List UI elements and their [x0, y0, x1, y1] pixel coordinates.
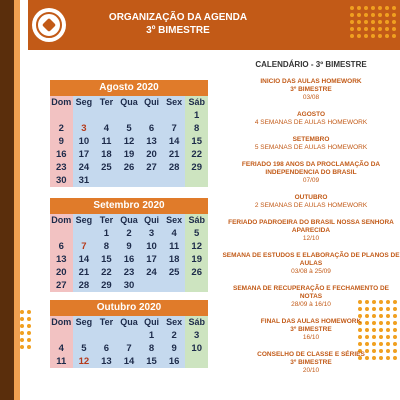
weekday-header: Qui	[140, 96, 163, 109]
decorative-dot	[27, 331, 31, 335]
event-item	[222, 285, 400, 309]
calendar-day: 24	[73, 161, 96, 174]
calendar-day: 5	[73, 342, 96, 355]
calendar-day: 4	[95, 122, 118, 135]
calendar-september	[50, 198, 208, 292]
calendar-day: 6	[140, 122, 163, 135]
decorative-dot	[350, 6, 354, 10]
calendar-day: 7	[73, 240, 96, 253]
decorative-dot	[20, 331, 24, 335]
calendar-day: 1	[95, 227, 118, 240]
calendar-day: 19	[185, 253, 208, 266]
calendar-day: 10	[185, 342, 208, 355]
calendar-day: 17	[73, 148, 96, 161]
decorative-dot	[20, 317, 24, 321]
calendar-day: 16	[50, 148, 73, 161]
decorative-dot	[20, 345, 24, 349]
decorative-dot	[385, 6, 389, 10]
page-title-line2: 3º BIMESTRE	[146, 25, 210, 36]
event-date: 07/09	[302, 177, 320, 184]
event-subtitle: 3º BIMESTRE	[290, 86, 332, 93]
left-sidebar-bar	[0, 0, 14, 400]
decorative-dot	[371, 6, 375, 10]
calendar-day: 24	[140, 266, 163, 279]
calendar-month-title: Agosto 2020	[50, 80, 208, 96]
decorative-dot	[20, 310, 24, 314]
decorative-dot	[385, 20, 389, 24]
calendar-day	[73, 109, 96, 122]
calendar-day: 16	[163, 355, 186, 368]
calendar-day: 11	[163, 240, 186, 253]
event-date: 20/10	[302, 367, 320, 374]
decorative-dot	[350, 34, 354, 38]
calendar-day: 9	[50, 135, 73, 148]
calendar-day: 14	[73, 253, 96, 266]
calendar-day: 23	[118, 266, 141, 279]
calendar-day	[118, 174, 141, 187]
event-item	[222, 318, 400, 342]
decorative-dot	[20, 324, 24, 328]
calendar-day: 10	[140, 240, 163, 253]
calendar-day	[95, 109, 118, 122]
weekday-header: Dom	[51, 97, 72, 107]
weekday-header: Seg	[73, 316, 96, 329]
event-date: 5 SEMANAS DE AULAS HOMEWORK	[254, 144, 368, 151]
calendar-day: 18	[95, 148, 118, 161]
calendar-day: 5	[118, 122, 141, 135]
decorative-dot	[378, 6, 382, 10]
calendar-day: 21	[163, 148, 186, 161]
decorative-dots-top	[350, 6, 399, 41]
weekday-header: Sáb	[185, 96, 208, 109]
calendar-month-title: Outubro 2020	[50, 300, 208, 316]
calendar-day: 2	[118, 227, 141, 240]
decorative-dot	[378, 27, 382, 31]
calendar-day: 27	[140, 161, 163, 174]
event-title: FERIADO PADROEIRA DO BRASIL NOSSA SENHORA APARECIDA	[228, 219, 394, 234]
decorative-dot	[357, 13, 361, 17]
decorative-dot	[357, 34, 361, 38]
calendar-day: 4	[50, 342, 73, 355]
calendar-day: 12	[185, 240, 208, 253]
event-title: SEMANA DE ESTUDOS E ELABORAÇÃO DE PLANOS DE AULAS	[222, 252, 400, 267]
calendar-day: 28	[73, 279, 96, 292]
calendar-day: 2	[163, 329, 186, 342]
calendar-day	[118, 329, 141, 342]
calendar-grid	[50, 214, 208, 292]
decorative-dot	[27, 345, 31, 349]
event-subtitle: 3º BIMESTRE	[290, 359, 332, 366]
calendar-day: 21	[73, 266, 96, 279]
calendar-day: 11	[50, 355, 73, 368]
calendar-day	[140, 279, 163, 292]
calendar-day: 1	[185, 109, 208, 122]
decorative-dot	[378, 13, 382, 17]
calendar-day: 16	[118, 253, 141, 266]
calendar-day: 31	[73, 174, 96, 187]
weekday-header: Seg	[73, 214, 96, 227]
weekday-header: Ter	[95, 214, 118, 227]
calendar-day: 1	[140, 329, 163, 342]
decorative-dot	[364, 13, 368, 17]
event-date: 03/08	[302, 94, 320, 101]
page-title-line1: ORGANIZAÇÃO DA AGENDA	[108, 12, 248, 23]
calendar-day: 8	[140, 342, 163, 355]
calendar-day: 2	[50, 122, 73, 135]
calendar-grid	[50, 316, 208, 368]
event-title: SETEMBRO	[292, 136, 330, 143]
calendar-day: 26	[118, 161, 141, 174]
calendar-day: 4	[163, 227, 186, 240]
calendar-day: 8	[95, 240, 118, 253]
calendar-day: 6	[50, 240, 73, 253]
decorative-dot	[378, 20, 382, 24]
decorative-dot	[364, 6, 368, 10]
calendar-august	[50, 80, 208, 187]
calendar-day	[50, 329, 73, 342]
calendar-day: 25	[163, 266, 186, 279]
event-date: 28/09 à 16/10	[291, 301, 331, 308]
event-item	[222, 78, 400, 102]
calendar-day	[185, 174, 208, 187]
event-title: INICIO DAS AULAS HOMEWORK	[260, 78, 362, 85]
calendar-day: 30	[118, 279, 141, 292]
calendar-day: 13	[50, 253, 73, 266]
calendar-day: 3	[140, 227, 163, 240]
page-title	[28, 11, 328, 37]
weekday-header: Qua	[118, 214, 141, 227]
event-item	[222, 194, 400, 210]
calendar-grid	[50, 96, 208, 187]
calendar-day: 19	[118, 148, 141, 161]
decorative-dot	[371, 27, 375, 31]
calendar-day: 20	[140, 148, 163, 161]
event-item	[222, 136, 400, 152]
weekday-header: Dom	[51, 317, 72, 327]
weekday-header: Qui	[140, 214, 163, 227]
calendar-day	[163, 174, 186, 187]
event-title: SEMANA DE RECUPERAÇÃO E FECHAMENTO DE NOTAS	[232, 285, 389, 300]
calendar-day: 14	[118, 355, 141, 368]
calendar-day	[163, 109, 186, 122]
decorative-dot	[364, 20, 368, 24]
weekday-header: Ter	[95, 316, 118, 329]
decorative-dot	[378, 34, 382, 38]
decorative-dot	[357, 6, 361, 10]
decorative-dot	[350, 20, 354, 24]
weekday-header: Sex	[163, 214, 186, 227]
event-title: AGOSTO	[296, 111, 326, 118]
calendar-day	[185, 355, 208, 368]
header-bar	[28, 0, 400, 50]
decorative-dot	[364, 27, 368, 31]
calendar-day	[163, 279, 186, 292]
weekday-header: Sex	[163, 96, 186, 109]
weekday-header: Dom	[51, 215, 72, 225]
event-item	[222, 252, 400, 276]
calendar-day: 29	[185, 161, 208, 174]
decorative-dot	[350, 13, 354, 17]
decorative-dot	[364, 34, 368, 38]
calendar-day	[118, 109, 141, 122]
decorative-dot	[392, 27, 396, 31]
event-title: FINAL DAS AULAS HOMEWORK	[260, 318, 362, 325]
calendar-day: 15	[140, 355, 163, 368]
calendar-day	[73, 329, 96, 342]
decorative-dot	[350, 27, 354, 31]
calendar-day: 7	[118, 342, 141, 355]
calendar-day: 22	[185, 148, 208, 161]
calendar-day: 3	[185, 329, 208, 342]
decorative-dot	[392, 6, 396, 10]
decorative-dot	[371, 13, 375, 17]
calendar-day: 9	[118, 240, 141, 253]
event-item	[222, 111, 400, 127]
calendar-day: 25	[95, 161, 118, 174]
decorative-dot	[385, 27, 389, 31]
calendar-day: 5	[185, 227, 208, 240]
calendar-day	[185, 279, 208, 292]
decorative-dot	[385, 13, 389, 17]
decorative-dot	[357, 20, 361, 24]
decorative-dot	[392, 20, 396, 24]
calendar-day: 3	[73, 122, 96, 135]
calendar-day: 15	[185, 135, 208, 148]
event-title: CONSELHO DE CLASSE E SÉRIES	[257, 351, 365, 358]
event-item	[222, 351, 400, 375]
calendar-day: 18	[163, 253, 186, 266]
decorative-dot	[357, 27, 361, 31]
decorative-dot	[27, 324, 31, 328]
calendar-day: 9	[163, 342, 186, 355]
calendar-month-title: Setembro 2020	[50, 198, 208, 214]
decorative-dot	[20, 338, 24, 342]
event-item	[222, 219, 400, 243]
calendar-day: 12	[73, 355, 96, 368]
decorative-dot	[27, 317, 31, 321]
calendar-day: 13	[140, 135, 163, 148]
calendar-day: 13	[95, 355, 118, 368]
event-item	[222, 161, 400, 185]
decorative-dot	[27, 338, 31, 342]
weekday-header: Seg	[73, 96, 96, 109]
event-date: 16/10	[302, 334, 320, 341]
calendar-day: 29	[95, 279, 118, 292]
calendar-day: 7	[163, 122, 186, 135]
calendar-day: 23	[50, 161, 73, 174]
calendar-october	[50, 300, 208, 368]
weekday-header: Sáb	[185, 316, 208, 329]
calendar-day	[73, 227, 96, 240]
decorative-dots-left	[20, 310, 34, 352]
decorative-dot	[392, 13, 396, 17]
event-date: 2 SEMANAS DE AULAS HOMEWORK	[254, 202, 368, 209]
calendar-day	[140, 109, 163, 122]
calendar-day: 10	[73, 135, 96, 148]
decorative-dot	[392, 34, 396, 38]
calendar-day: 30	[50, 174, 73, 187]
weekday-header: Sáb	[185, 214, 208, 227]
calendar-day: 15	[95, 253, 118, 266]
event-date: 4 SEMANAS DE AULAS HOMEWORK	[254, 119, 368, 126]
calendar-day: 14	[163, 135, 186, 148]
weekday-header: Sex	[163, 316, 186, 329]
calendar-day: 27	[50, 279, 73, 292]
decorative-dot	[371, 20, 375, 24]
event-subtitle: 3º BIMESTRE	[290, 326, 332, 333]
weekday-header: Qua	[118, 96, 141, 109]
calendar-day: 28	[163, 161, 186, 174]
calendar-day	[95, 329, 118, 342]
calendar-section-title: CALENDÁRIO - 3º BIMESTRE	[255, 60, 367, 69]
calendar-day: 17	[140, 253, 163, 266]
calendar-day: 12	[118, 135, 141, 148]
decorative-dot	[27, 310, 31, 314]
event-date: 12/10	[302, 235, 320, 242]
calendar-day: 22	[95, 266, 118, 279]
calendar-day: 8	[185, 122, 208, 135]
events-list	[222, 78, 400, 384]
decorative-dot	[371, 34, 375, 38]
weekday-header: Ter	[95, 96, 118, 109]
calendar-day	[95, 174, 118, 187]
event-title: OUTUBRO	[294, 194, 328, 201]
weekday-header: Qui	[140, 316, 163, 329]
calendar-day	[140, 174, 163, 187]
event-date: 03/08 à 25/09	[291, 268, 331, 275]
calendar-day	[50, 227, 73, 240]
event-title: FERIADO 198 ANOS DA PROCLAMAÇÃO DA INDEPENDENCIA DO BRASIL	[241, 161, 381, 176]
calendar-day: 20	[50, 266, 73, 279]
calendar-day	[50, 109, 73, 122]
calendar-day: 11	[95, 135, 118, 148]
calendar-day: 26	[185, 266, 208, 279]
calendar-day: 6	[95, 342, 118, 355]
weekday-header: Qua	[118, 316, 141, 329]
decorative-dot	[385, 34, 389, 38]
